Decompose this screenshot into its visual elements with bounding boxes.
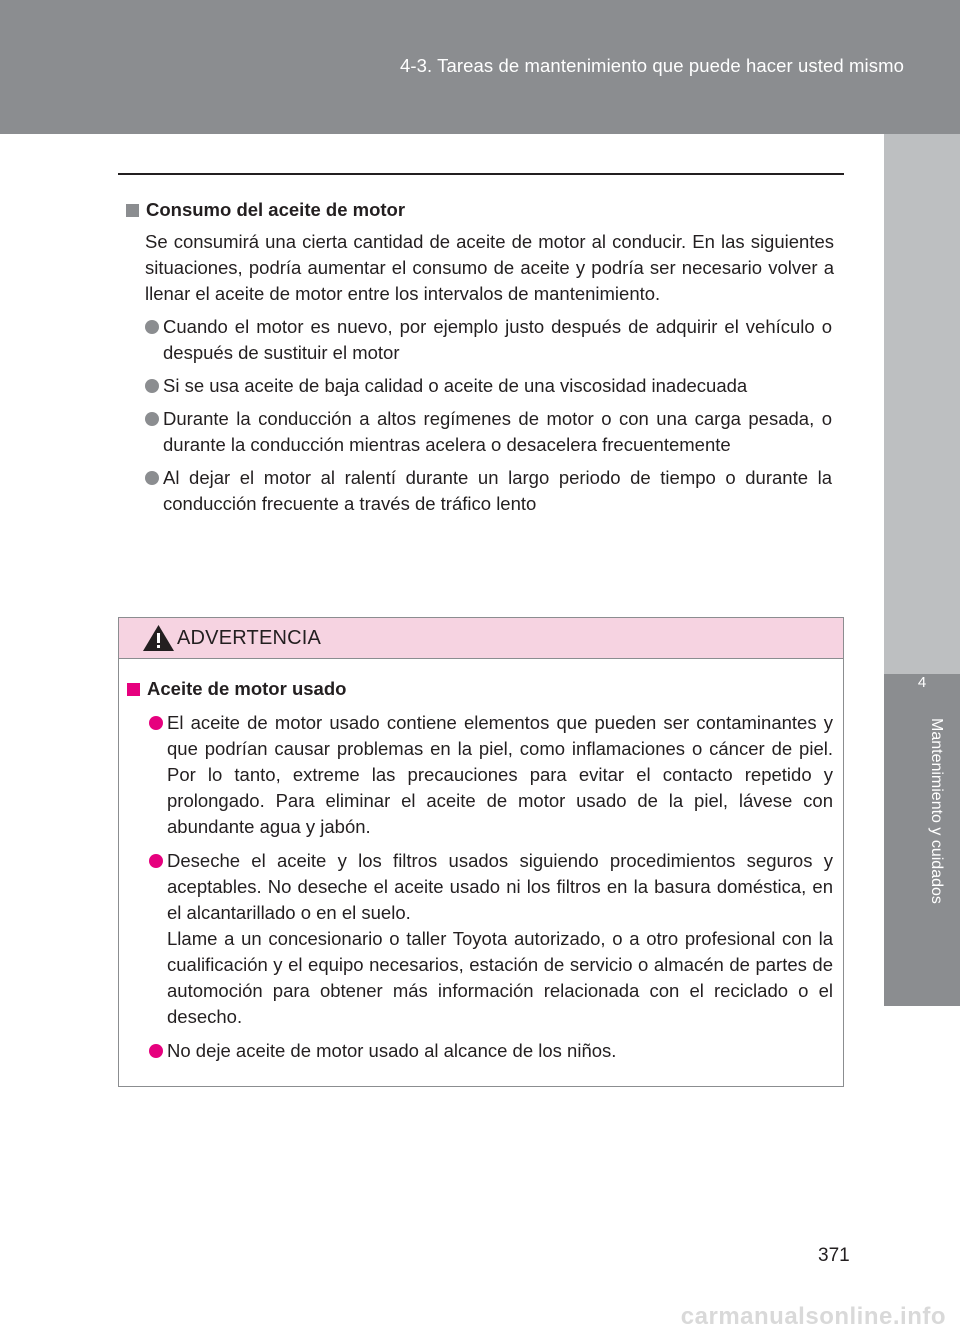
list-item-text: Durante la conducción a altos regímenes de motor o con una carga pesada, o durante la conducción mientras acelera o desacelera frecuentemente xyxy=(163,408,832,455)
list-item-text: Al dejar el motor al ralentí durante un largo periodo de tiempo o durante la conducción frecuente a través de tráfico lento xyxy=(163,467,832,514)
warning-item-text: El aceite de motor usado contiene elementos que pueden ser contaminantes y que podrían causar problemas en la piel, como inflamaciones o cáncer de piel. Por lo tanto, extreme las precauciones para evitar el contacto repetido y prolongado. Para eliminar el aceite de motor usado de la piel, lávese con abundante agua y jabón. xyxy=(167,712,833,837)
oil-consumption-section xyxy=(126,197,834,517)
round-bullet-icon xyxy=(149,1044,163,1058)
page-number: 371 xyxy=(818,1245,850,1266)
section-title: 4-3. Tareas de mantenimiento que puede hacer usted mismo xyxy=(399,55,904,76)
warning-title: ADVERTENCIA xyxy=(177,626,322,649)
round-bullet-icon xyxy=(145,412,159,426)
list-item xyxy=(126,465,834,517)
list-item-text: Cuando el motor es nuevo, por ejemplo justo después de adquirir el vehículo o después de sustituir el motor xyxy=(163,316,832,363)
warning-item-text: No deje aceite de motor usado al alcance de los niños. xyxy=(167,1040,617,1061)
chapter-tab xyxy=(884,674,960,1006)
warning-item-text xyxy=(167,848,833,1030)
warning-triangle-icon xyxy=(142,624,175,652)
chapter-label: Mantenimiento y cuidados xyxy=(928,718,945,904)
square-bullet-icon xyxy=(126,204,139,217)
warning-item xyxy=(127,710,833,840)
list-item xyxy=(126,406,834,458)
warning-body xyxy=(127,676,833,1064)
heading-text: Aceite de motor usado xyxy=(147,678,347,699)
warning-item xyxy=(127,1038,833,1064)
list-item-text: Si se usa aceite de baja calidad o aceite de una viscosidad inadecuada xyxy=(163,375,748,396)
list-item xyxy=(126,373,834,399)
side-tab-strip xyxy=(884,134,960,674)
intro-paragraph: Se consumirá una cierta cantidad de aceite de motor al conducir. En las siguientes situaciones, podría aumentar el consumo de aceite y podría ser necesario volver a llenar el aceite de motor entre los intervalos de mantenimiento. xyxy=(145,231,834,304)
watermark: carmanualsonline.info xyxy=(680,1303,946,1330)
warning-item xyxy=(127,848,833,1030)
heading-text: Consumo del aceite de motor xyxy=(146,199,406,220)
warning-box xyxy=(118,617,844,1087)
header-band xyxy=(0,0,960,134)
round-bullet-icon xyxy=(145,320,159,334)
list-item xyxy=(126,314,834,366)
round-bullet-icon xyxy=(149,854,163,868)
divider-rule xyxy=(118,173,844,175)
round-bullet-icon xyxy=(145,379,159,393)
warning-header xyxy=(119,618,843,659)
warning-item-text-part1: Deseche el aceite y los filtros usados siguiendo procedimientos seguros y aceptables. No deseche el aceite usado ni los filtros en la basura doméstica, en el alcantarillado o en el suelo. xyxy=(167,850,833,923)
round-bullet-icon xyxy=(149,716,163,730)
section-heading xyxy=(126,197,834,223)
round-bullet-icon xyxy=(145,471,159,485)
chapter-number: 4 xyxy=(917,674,927,691)
warning-heading xyxy=(127,676,833,702)
warning-item-text-part2: Llame a un concesionario o taller Toyota autorizado, o a otro profesional con la cualificación y el equipo necesarios, estación de servicio o almacén de partes de automoción para obtener más información relacionada con el reciclado o el desecho. xyxy=(167,928,833,1027)
square-bullet-icon xyxy=(127,683,140,696)
